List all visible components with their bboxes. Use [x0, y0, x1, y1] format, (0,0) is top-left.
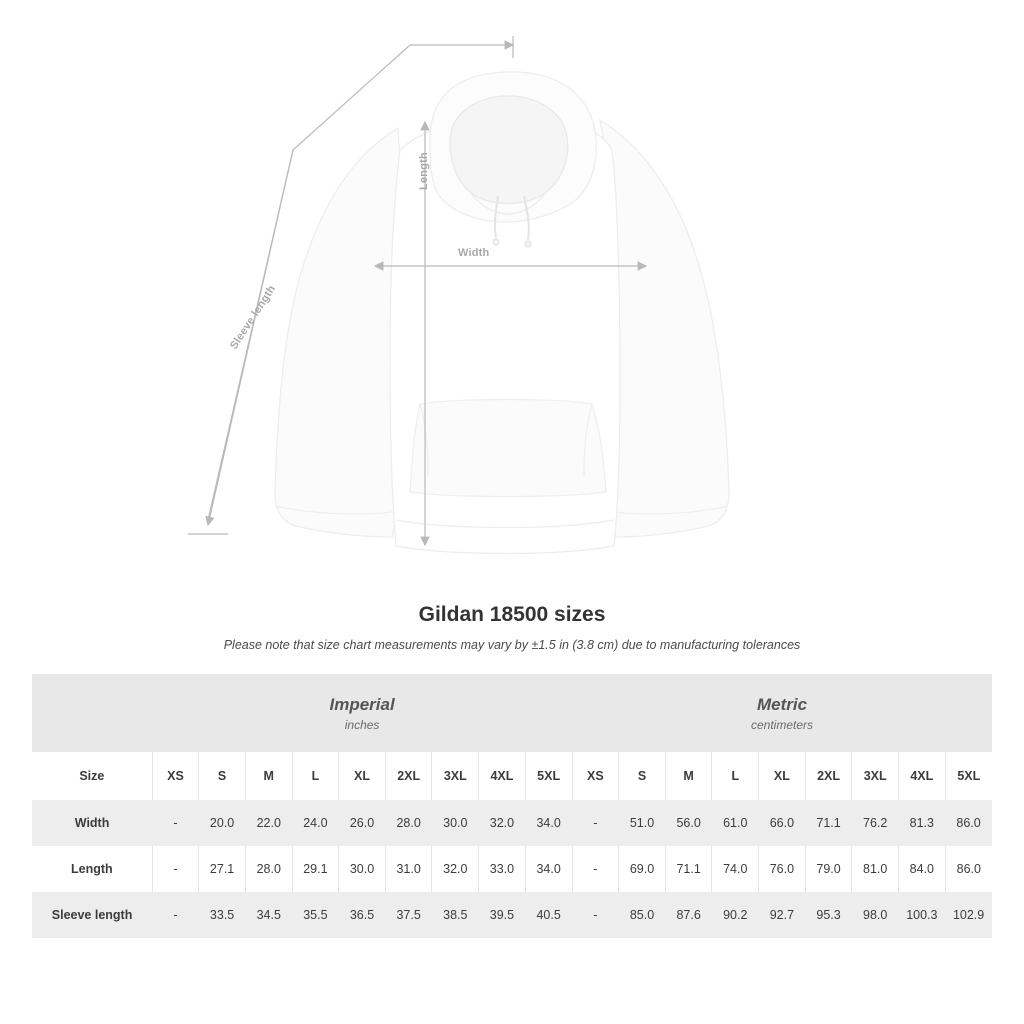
- cell-width-metric-5xl: 86.0: [945, 800, 992, 846]
- cell-length-imperial-s: 27.1: [199, 846, 246, 892]
- cell-width-metric-l: 61.0: [712, 800, 759, 846]
- cell-width-imperial-3xl: 30.0: [432, 800, 479, 846]
- cell-sleeve-imperial-3xl: 38.5: [432, 892, 479, 938]
- size-header-metric-3xl: 3XL: [852, 752, 899, 800]
- cell-length-imperial-5xl: 34.0: [525, 846, 572, 892]
- cell-width-imperial-5xl: 34.0: [525, 800, 572, 846]
- cell-sleeve-metric-5xl: 102.9: [945, 892, 992, 938]
- size-header-metric-5xl: 5XL: [945, 752, 992, 800]
- cell-length-imperial-4xl: 33.0: [479, 846, 526, 892]
- cell-sleeve-imperial-s: 33.5: [199, 892, 246, 938]
- system-imperial-name: Imperial: [329, 695, 395, 715]
- system-header-row: [32, 674, 992, 752]
- title-block: [0, 603, 1024, 652]
- cell-length-metric-3xl: 81.0: [852, 846, 899, 892]
- cell-width-imperial-xs: -: [152, 800, 199, 846]
- cell-sleeve-imperial-2xl: 37.5: [385, 892, 432, 938]
- cell-sleeve-metric-4xl: 100.3: [899, 892, 946, 938]
- cell-sleeve-imperial-xs: -: [152, 892, 199, 938]
- cell-length-metric-5xl: 86.0: [945, 846, 992, 892]
- cell-length-metric-2xl: 79.0: [805, 846, 852, 892]
- cell-width-imperial-2xl: 28.0: [385, 800, 432, 846]
- table-corner-cell: [32, 674, 152, 752]
- cell-width-metric-xs: -: [572, 800, 619, 846]
- cell-width-imperial-s: 20.0: [199, 800, 246, 846]
- cell-width-metric-s: 51.0: [619, 800, 666, 846]
- size-header-imperial-4xl: 4XL: [479, 752, 526, 800]
- system-imperial-unit: inches: [344, 717, 380, 732]
- cell-length-imperial-xs: -: [152, 846, 199, 892]
- size-header-imperial-xs: XS: [152, 752, 199, 800]
- cell-sleeve-imperial-5xl: 40.5: [525, 892, 572, 938]
- cell-width-imperial-m: 22.0: [245, 800, 292, 846]
- size-header-label: Size: [32, 752, 152, 800]
- width-label: Width: [458, 247, 490, 259]
- cell-sleeve-imperial-l: 35.5: [292, 892, 339, 938]
- cell-width-imperial-4xl: 32.0: [479, 800, 526, 846]
- cell-sleeve-imperial-4xl: 39.5: [479, 892, 526, 938]
- cell-sleeve-metric-xs: -: [572, 892, 619, 938]
- cell-length-metric-m: 71.1: [665, 846, 712, 892]
- cell-length-metric-4xl: 84.0: [899, 846, 946, 892]
- size-header-imperial-5xl: 5XL: [525, 752, 572, 800]
- length-label: Length: [418, 152, 430, 190]
- cell-sleeve-metric-xl: 92.7: [759, 892, 806, 938]
- cell-sleeve-metric-2xl: 95.3: [805, 892, 852, 938]
- size-header-row: [32, 752, 992, 800]
- cell-sleeve-metric-s: 85.0: [619, 892, 666, 938]
- cell-sleeve-imperial-xl: 36.5: [339, 892, 386, 938]
- cell-width-imperial-xl: 26.0: [339, 800, 386, 846]
- row-label-sleeve-length: Sleeve length: [32, 892, 152, 938]
- row-label-width: Width: [32, 800, 152, 846]
- system-imperial: [152, 674, 572, 752]
- cell-length-metric-xl: 76.0: [759, 846, 806, 892]
- cell-length-imperial-l: 29.1: [292, 846, 339, 892]
- cell-length-imperial-m: 28.0: [245, 846, 292, 892]
- cell-length-imperial-xl: 30.0: [339, 846, 386, 892]
- table-row: [32, 800, 992, 846]
- size-header-imperial-s: S: [199, 752, 246, 800]
- page-title: Gildan 18500 sizes: [418, 603, 606, 626]
- system-metric-name: Metric: [756, 695, 808, 715]
- size-header-metric-xs: XS: [572, 752, 619, 800]
- cell-length-metric-xs: -: [572, 846, 619, 892]
- cell-width-metric-xl: 66.0: [759, 800, 806, 846]
- size-header-metric-2xl: 2XL: [805, 752, 852, 800]
- cell-length-metric-s: 69.0: [619, 846, 666, 892]
- table-row: [32, 846, 992, 892]
- cell-length-imperial-3xl: 32.0: [432, 846, 479, 892]
- cell-sleeve-metric-m: 87.6: [665, 892, 712, 938]
- sleeve-length-label: Sleeve length: [228, 283, 279, 352]
- size-chart-table: [32, 674, 992, 938]
- cell-sleeve-metric-3xl: 98.0: [852, 892, 899, 938]
- hoodie-shape: [275, 72, 729, 554]
- cell-width-metric-4xl: 81.3: [899, 800, 946, 846]
- cell-length-metric-l: 74.0: [712, 846, 759, 892]
- size-header-imperial-3xl: 3XL: [432, 752, 479, 800]
- size-header-imperial-m: M: [245, 752, 292, 800]
- table-row: [32, 892, 992, 938]
- cell-width-metric-2xl: 71.1: [805, 800, 852, 846]
- size-header-metric-s: S: [619, 752, 666, 800]
- system-metric: [572, 674, 992, 752]
- size-header-metric-4xl: 4XL: [899, 752, 946, 800]
- size-header-metric-l: L: [712, 752, 759, 800]
- cell-sleeve-imperial-m: 34.5: [245, 892, 292, 938]
- size-header-imperial-2xl: 2XL: [385, 752, 432, 800]
- cell-width-imperial-l: 24.0: [292, 800, 339, 846]
- size-chart-table-wrap: [32, 674, 992, 938]
- cell-width-metric-m: 56.0: [665, 800, 712, 846]
- cell-sleeve-metric-l: 90.2: [712, 892, 759, 938]
- cell-width-metric-3xl: 76.2: [852, 800, 899, 846]
- size-header-metric-m: M: [665, 752, 712, 800]
- size-header-metric-xl: XL: [759, 752, 806, 800]
- cell-length-imperial-2xl: 31.0: [385, 846, 432, 892]
- size-header-imperial-l: L: [292, 752, 339, 800]
- tolerance-note: Please note that size chart measurements may vary by ±1.5 in (3.8 cm) due to manufacturing tolerances: [223, 638, 801, 652]
- system-metric-unit: centimeters: [751, 717, 814, 732]
- row-label-length: Length: [32, 846, 152, 892]
- size-header-imperial-xl: XL: [339, 752, 386, 800]
